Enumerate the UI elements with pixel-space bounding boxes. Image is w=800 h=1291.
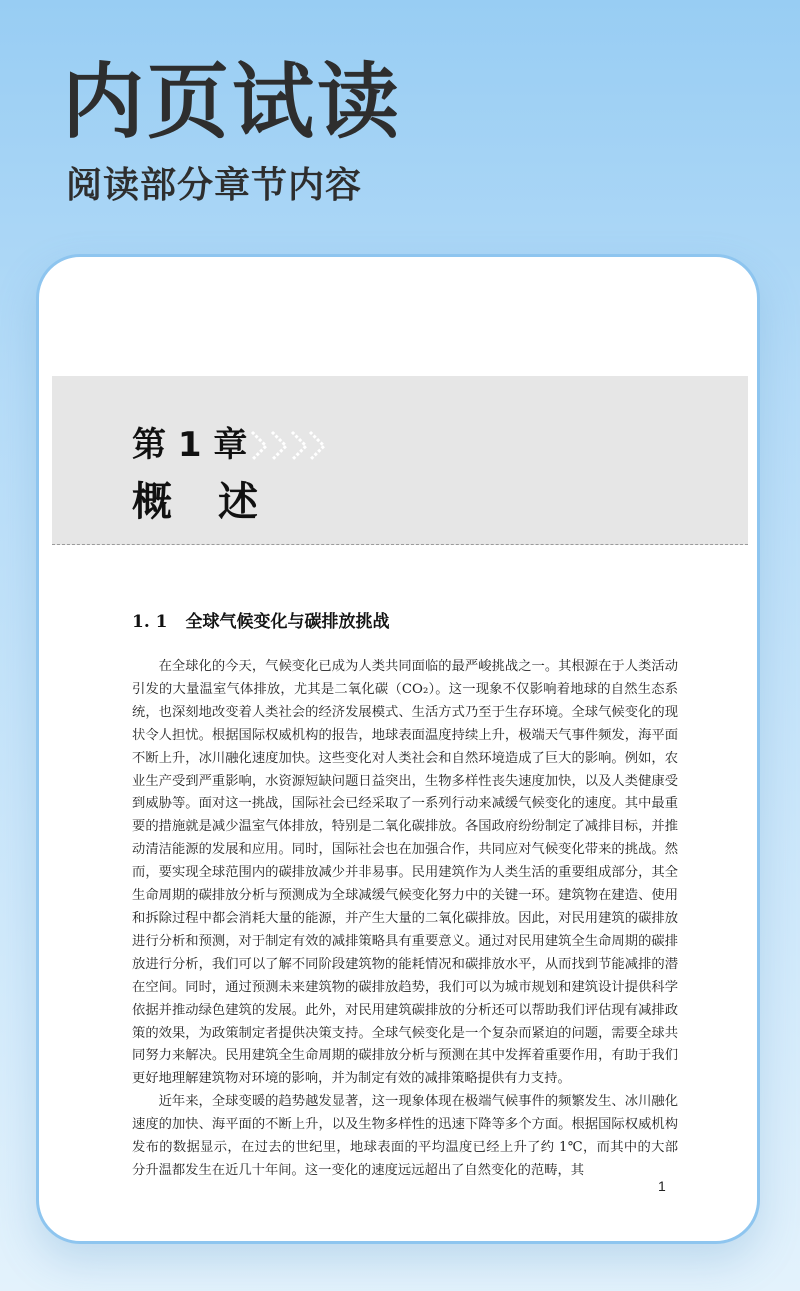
page-number: 1 [658,1178,666,1194]
chapter-title: 概述 [132,479,304,525]
hero-subtitle: 阅读部分章节内容 [66,165,363,206]
section-title: 全球气候变化与碳排放挑战 [185,612,390,632]
paragraph: 在全球化的今天，气候变化已成为人类共同面临的最严峻挑战之一。其根源在于人类活动引发的大量温室气体排放，尤其是二氧化碳（CO₂）。这一现象不仅影响着地球的自然生态系统，也深刻地改变着人类社会的经济发展模式、生活方式乃至于生存环境。全球气候变化的现状令人担忧。根据国际权威机构的报告，地球表面温度持续上升，极端天气事件频发，海平面不断上升，冰川融化速度加快。这些变化对人类社会和自然环境造成了巨大的影响。例如，农业生产受到严重影响，水资源短缺问题日益突出，生物多样性丧失速度加快，以及人类健康受到威胁等。面对这一挑战，国际社会已经采取了一系列行动来减缓气候变化的速度。其中最重要的措施就是减少温室气体排放，特别是二氧化碳排放。各国政府纷纷制定了减排目标，并推动清洁能源的发展和应用。同时，国际社会也在加强合作，共同应对气候变化带来的挑战。然而，要实现全球范围内的碳排放减少并非易事。民用建筑作为人类生活的重要组成部分，其全生命周期的碳排放分析与预测成为全球减缓气候变化努力中的关键一环。建筑物在建造、使用和拆除过程中都会消耗大量的能源，并产生大量的二氧化碳排放。因此，对民用建筑的碳排放进行分析和预测，对于制定有效的减排策略具有重要意义。通过对民用建筑全生命周期的碳排放进行分析，我们可以了解不同阶段建筑物的能耗情况和碳排放水平，从而找到节能减排的潜在空间。同时，通过预测未来建筑物的碳排放趋势，我们可以为城市规划和建筑设计提供科学依据并推动绿色建筑的发展。此外，对民用建筑碳排放的分析还可以帮助我们评估现有减排政策的效果，为政策制定者提供决策支持。全球气候变化是一个复杂而紧迫的问题，需要全球共同努力来解决。民用建筑全生命周期的碳排放分析与预测在其中发挥着重要作用，有助于我们更好地理解建筑物对环境的影响，并为制定有效的减排策略提供有力支持。 [132,659,678,1087]
hero-title: 内页试读 [62,55,403,150]
book-page [52,256,748,1236]
chapter-header-band [52,376,748,545]
paragraph: 近年来，全球变暖的趋势越发显著，这一现象体现在极端气候事件的频繁发生、冰川融化速度的加快、海平面的不断上升，以及生物多样性的迅速下降等多个方面。根据国际权威机构发布的数据显示，在过去的世纪里，地球表面的平均温度已经上升了约 1℃，而其中的大部分升温都发生在近几十年间。这一变化的速度远远超出了自然变化的范畴，其 [132,1094,678,1178]
chapter-number: 第 1 章 [132,425,248,465]
chevron-arrows-icon [248,426,328,466]
section-heading [132,614,390,631]
body-text [132,656,678,1183]
section-number: 1. 1 [132,612,168,632]
